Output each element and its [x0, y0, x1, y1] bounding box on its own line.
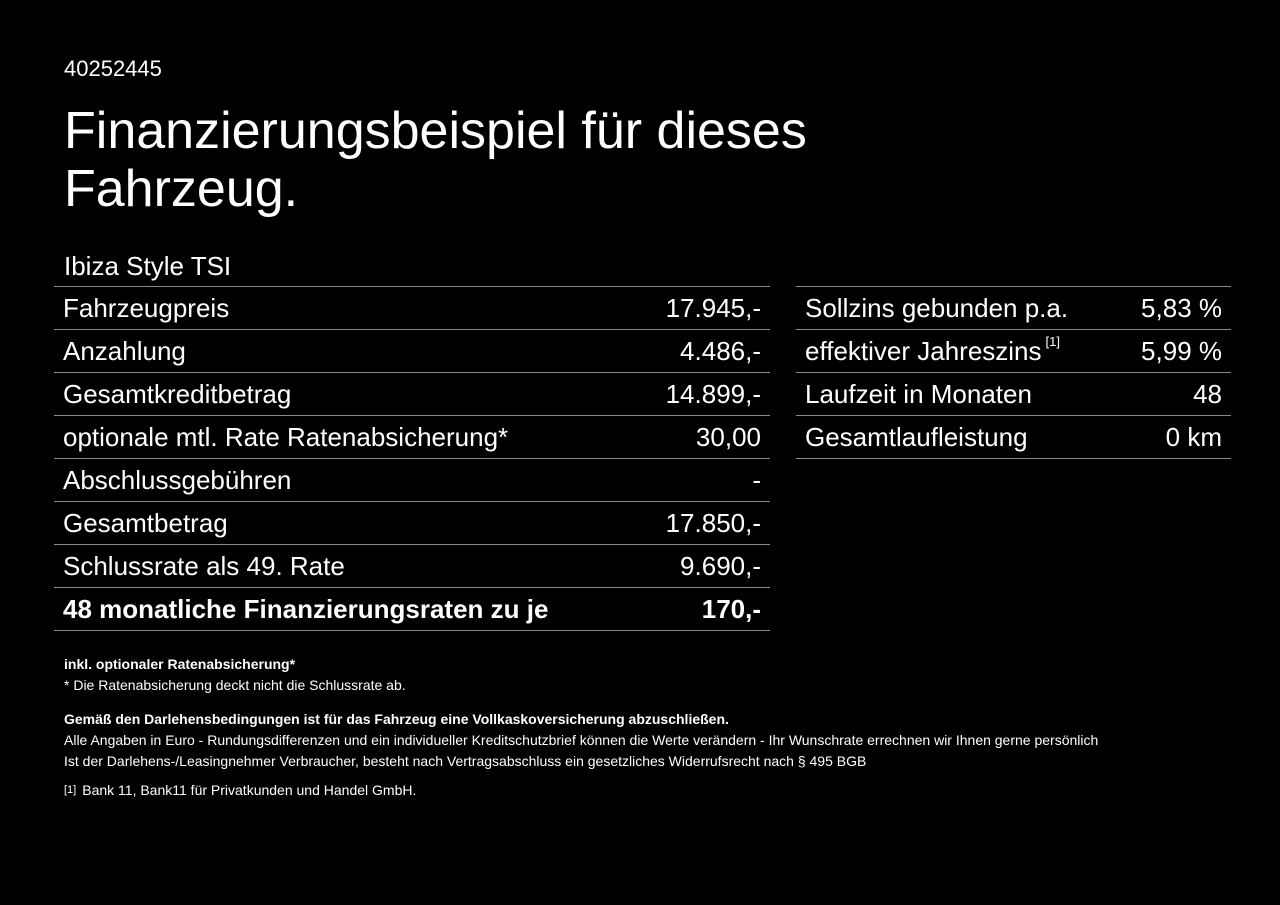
- table-row-gesamtkreditbetrag: [54, 373, 770, 416]
- table-row-gesamtbetrag: [54, 502, 770, 545]
- insurance-note: * Die Ratenabsicherung deckt nicht die Schlussrate ab.: [64, 677, 406, 693]
- row-label: effektiver Jahreszins: [805, 335, 1042, 366]
- row-value: 170,-: [701, 593, 761, 624]
- row-label: Laufzeit in Monaten: [805, 378, 1032, 409]
- row-value: 0 km: [1165, 421, 1222, 452]
- row-value: 17.945,-: [665, 292, 761, 323]
- row-label: Schlussrate als 49. Rate: [63, 550, 345, 581]
- row-label: optionale mtl. Rate Ratenabsicherung*: [63, 421, 509, 452]
- ad-id: 40252445: [64, 56, 162, 81]
- row-value: 17.850,-: [665, 507, 761, 538]
- withdrawal-note: Ist der Darlehens-/Leasingnehmer Verbraucher, besteht nach Vertragsabschluss ein gesetzliches Widerrufsrecht nach § 495 BGB: [64, 753, 867, 769]
- row-value: 9.690,-: [680, 550, 761, 581]
- row-value: 5,99 %: [1141, 335, 1222, 366]
- row-label: Abschlussgebühren: [63, 464, 292, 495]
- table-row-laufzeit: [796, 373, 1231, 416]
- insurance-included-note: inkl. optionaler Ratenabsicherung*: [64, 656, 296, 672]
- row-value: 14.899,-: [665, 378, 761, 409]
- page-title: Finanzierungsbeispiel für dieses Fahrzeug.: [64, 102, 807, 218]
- table-row-ratenabsicherung: [54, 416, 770, 459]
- table-row-sollzins: [796, 287, 1231, 330]
- interest-table: [796, 286, 1231, 459]
- table-row-schlussrate: [54, 545, 770, 588]
- row-value: -: [752, 464, 761, 495]
- footnote: [64, 780, 1244, 801]
- legal-notes: [64, 654, 1244, 801]
- table-row-fahrzeugpreis: [54, 287, 770, 330]
- footnote-reference: [1]: [1045, 333, 1060, 349]
- row-label: 48 monatliche Finanzierungsraten zu je: [63, 593, 549, 624]
- row-label: Anzahlung: [63, 335, 186, 366]
- table-row-monthly-rate: [54, 588, 770, 631]
- row-value: 48: [1193, 378, 1222, 409]
- footnote-text: Bank 11, Bank11 für Privatkunden und Handel GmbH.: [82, 782, 417, 798]
- currency-note: Alle Angaben in Euro - Rundungsdifferenzen und ein individueller Kreditschutzbrief können die Werte verändern - Ihr Wunschrate errechnen wir Ihnen gerne persönlich: [64, 732, 1099, 748]
- table-row-effektiver-jahreszins: [796, 330, 1231, 373]
- model-name: Ibiza Style TSI: [64, 251, 232, 281]
- row-label: Sollzins gebunden p.a.: [805, 292, 1069, 323]
- row-label: Gesamtlaufleistung: [805, 421, 1028, 452]
- table-row-anzahlung: [54, 330, 770, 373]
- table-row-abschlussgebuehren: [54, 459, 770, 502]
- row-value: 5,83 %: [1141, 292, 1222, 323]
- footnote-marker: [1]: [64, 784, 77, 796]
- row-value: 30,00: [695, 421, 761, 452]
- financing-table: [54, 286, 770, 631]
- table-row-gesamtlaufleistung: [796, 416, 1231, 459]
- row-label: Gesamtbetrag: [63, 507, 228, 538]
- row-label-with-footnote: [805, 333, 1060, 367]
- row-label: Fahrzeugpreis: [63, 292, 230, 323]
- vollkasko-note: Gemäß den Darlehensbedingungen ist für das Fahrzeug eine Vollkaskoversicherung abzuschließen.: [64, 711, 729, 727]
- row-label: Gesamtkreditbetrag: [63, 378, 292, 409]
- row-value: 4.486,-: [680, 335, 761, 366]
